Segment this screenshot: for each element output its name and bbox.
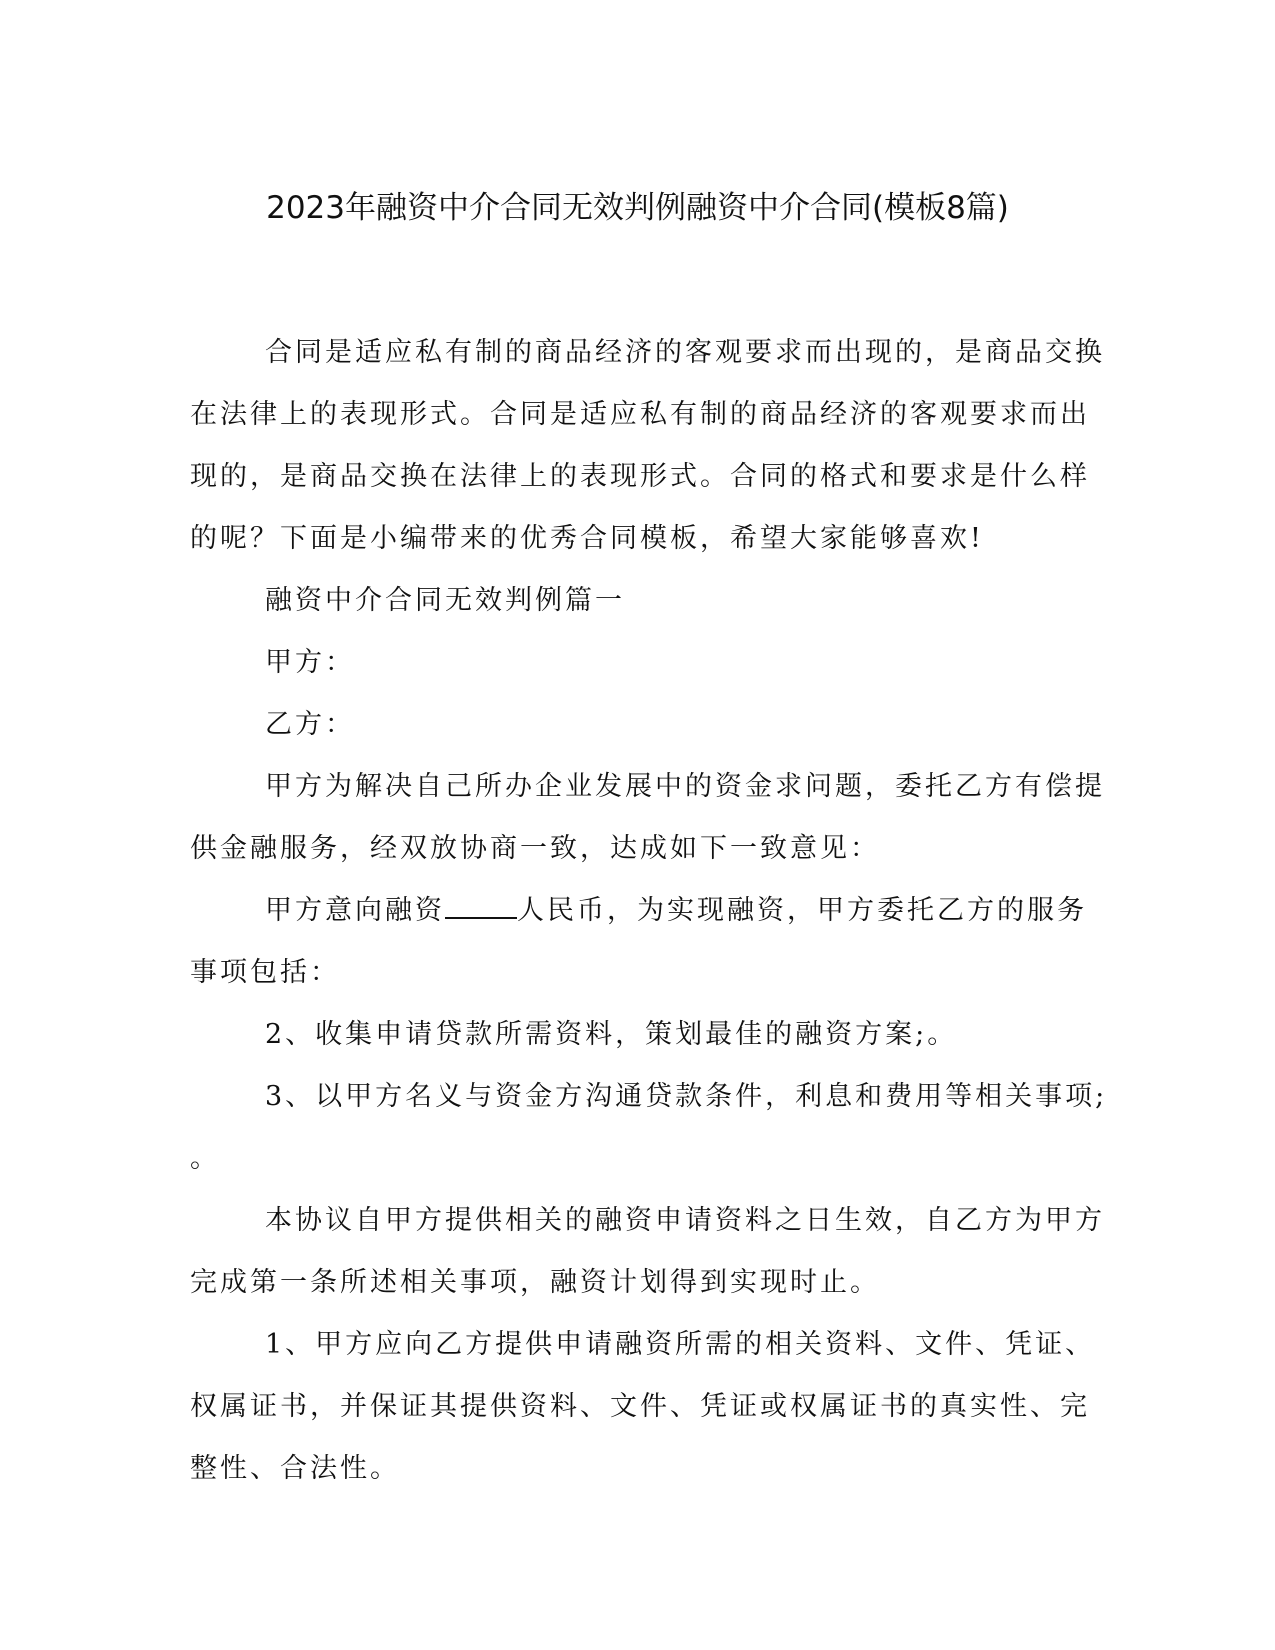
item-1 (190, 1314, 1096, 1500)
amount-text-after: 人民币，为实现融资，甲方委托乙方的服务 (517, 895, 1087, 926)
intro-line-4: 的呢？下面是小编带来的优秀合同模板，希望大家能够喜欢! (190, 523, 984, 554)
amount-line-1 (190, 880, 1087, 942)
item-1-line-3: 整性、合法性。 (190, 1453, 400, 1484)
item-3-line-2: 。 (190, 1143, 220, 1174)
purpose-paragraph (190, 756, 1105, 880)
effective-line-1: 本协议自甲方提供相关的融资申请资料之日生效，自乙方为甲方 (265, 1205, 1105, 1236)
item-3 (190, 1066, 1108, 1190)
purpose-line-1: 甲方为解决自己所办企业发展中的资金求问题，委托乙方有偿提 (265, 771, 1105, 802)
intro-paragraph (190, 322, 1105, 570)
effective-paragraph (190, 1190, 1105, 1314)
item-1-line-1: 1、甲方应向乙方提供申请融资所需的相关资料、文件、凭证、 (265, 1329, 1096, 1360)
intro-line-2: 在法律上的表现形式。合同是适应私有制的商品经济的客观要求而出 (190, 399, 1090, 430)
intro-line-3: 现的，是商品交换在法律上的表现形式。合同的格式和要求是什么样 (190, 461, 1090, 492)
amount-text-before: 甲方意向融资 (265, 895, 445, 926)
amount-line-2: 事项包括： (190, 957, 340, 988)
item-1-line-2: 权属证书，并保证其提供资料、文件、凭证或权属证书的真实性、完 (190, 1391, 1090, 1422)
document-title: 2023年融资中介合同无效判例融资中介合同(模板8篇) (266, 190, 1009, 226)
document-body (190, 322, 1108, 1500)
party-a-label: 甲方： (265, 647, 355, 678)
intro-line-1: 合同是适应私有制的商品经济的客观要求而出现的，是商品交换 (265, 337, 1105, 368)
section-heading: 融资中介合同无效判例篇一 (265, 585, 625, 616)
effective-line-2: 完成第一条所述相关事项，融资计划得到实现时止。 (190, 1267, 880, 1298)
item-2: 2、收集申请贷款所需资料，策划最佳的融资方案;。 (265, 1019, 958, 1050)
item-3-line-1: 3、以甲方名义与资金方沟通贷款条件，利息和费用等相关事项; (265, 1081, 1108, 1112)
party-b-label: 乙方： (265, 709, 355, 740)
purpose-line-2: 供金融服务，经双放协商一致，达成如下一致意见： (190, 833, 880, 864)
amount-paragraph (190, 880, 1087, 1004)
amount-blank-field (445, 893, 517, 919)
